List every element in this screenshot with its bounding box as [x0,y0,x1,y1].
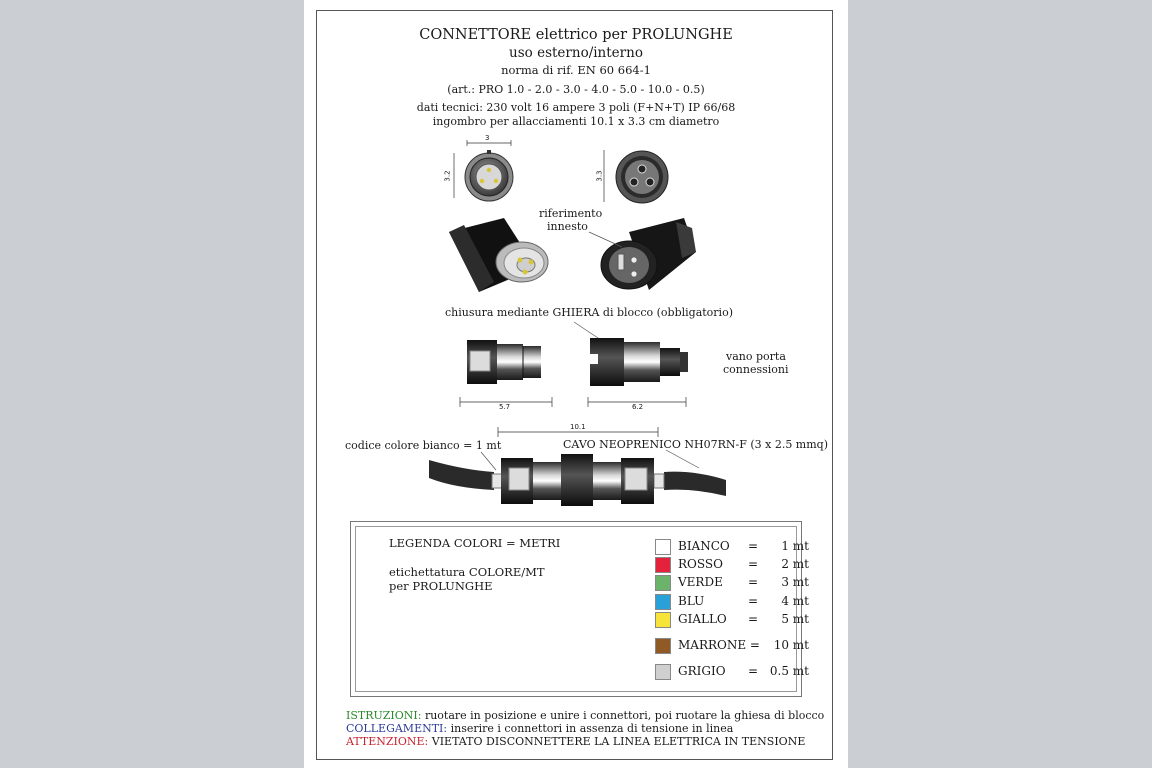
color-name: BIANCO [678,539,730,553]
size-data: ingombro per allacciamenti 10.1 x 3.3 cm diametro [432,115,720,128]
ref-label-line2: innesto [547,220,588,233]
article-codes: (art.: PRO 1.0 - 2.0 - 3.0 - 4.0 - 5.0 - 10.0 - 0.5) [447,83,705,96]
color-legend-box [350,521,809,697]
norm-reference: norma di rif. EN 60 664-1 [501,63,651,77]
compartment-label-line1: vano porta [726,350,786,363]
dim-plug-length: 5.7 [499,403,511,411]
ref-label-line1: riferimento [539,207,603,220]
compartment-label-line2: connessioni [723,363,789,376]
connections-note [346,722,733,735]
socket-front-view [604,150,668,203]
swatch-bianco [655,539,671,555]
equals-sign: = [748,612,759,626]
color-legend-inner [355,526,797,692]
plug-front-view [454,140,513,201]
warning-text: VIETATO DISCONNETTERE LA LINEA ELETTRICA IN TENSIONE [428,735,806,748]
plug-perspective-view [449,218,548,292]
length-value: 2 mt [781,557,809,571]
legend-title: LEGENDA COLORI = METRI [389,536,561,550]
swatch-giallo [655,612,671,628]
color-code-label: codice colore bianco = 1 mt [345,439,502,452]
socket-side-view [588,338,688,407]
equals-sign: = [748,557,759,571]
dim-total-length: 10.1 [570,423,586,431]
color-name: VERDE [678,575,723,589]
instructions-note [346,709,824,722]
connections-text: inserire i connettori in assenza di tensione in linea [447,722,734,735]
closure-label: chiusura mediante GHIERA di blocco (obbligatorio) [445,306,733,319]
dim-socket-length: 6.2 [632,403,644,411]
swatch-blu [655,594,671,610]
equals-sign: = [748,539,759,553]
dim-front-width: 3 [485,134,490,142]
color-name: GRIGIO [678,664,726,678]
plug-side-view [460,340,552,407]
swatch-grigio [655,664,671,680]
color-name: ROSSO [678,557,723,571]
swatch-verde [655,575,671,591]
equals-sign: = [748,664,759,678]
legend-caption-line2: per PROLUNGHE [389,579,493,593]
dim-front-height-right: 3.3 [595,170,604,182]
color-name: GIALLO [678,612,727,626]
equals-sign: = [748,594,759,608]
length-value: 10 mt [773,638,809,652]
legend-caption-line1: etichettatura COLORE/MT [389,565,545,579]
document-subtitle: uso esterno/interno [509,45,643,61]
length-value: 0.5 mt [769,664,809,678]
instructions-key: ISTRUZIONI: [346,709,422,722]
cable-label: CAVO NEOPRENICO NH07RN-F (3 x 2.5 mmq) [563,438,829,451]
length-value: 4 mt [781,594,809,608]
technical-data: dati tecnici: 230 volt 16 ampere 3 poli (F+N+T) IP 66/68 [416,101,736,114]
color-name: BLU [678,594,705,608]
socket-perspective-view [589,218,696,290]
document-sheet [304,0,848,768]
document-title: CONNETTORE elettrico per PROLUNGHE [419,27,733,43]
connections-key: COLLEGAMENTI: [346,722,448,735]
dim-front-height-left: 3.2 [443,170,452,182]
equals-sign: = [748,575,759,589]
length-value: 5 mt [781,612,809,626]
swatch-marrone [655,638,671,654]
warning-note [346,735,805,748]
swatch-rosso [655,557,671,573]
warning-key: ATTENZIONE: [346,735,429,748]
color-name: MARRONE = [678,638,760,652]
instructions-text: ruotare in posizione e unire i connettori, poi ruotare la ghiesa di blocco [421,709,825,722]
length-value: 3 mt [781,575,809,589]
length-value: 1 mt [781,539,809,553]
